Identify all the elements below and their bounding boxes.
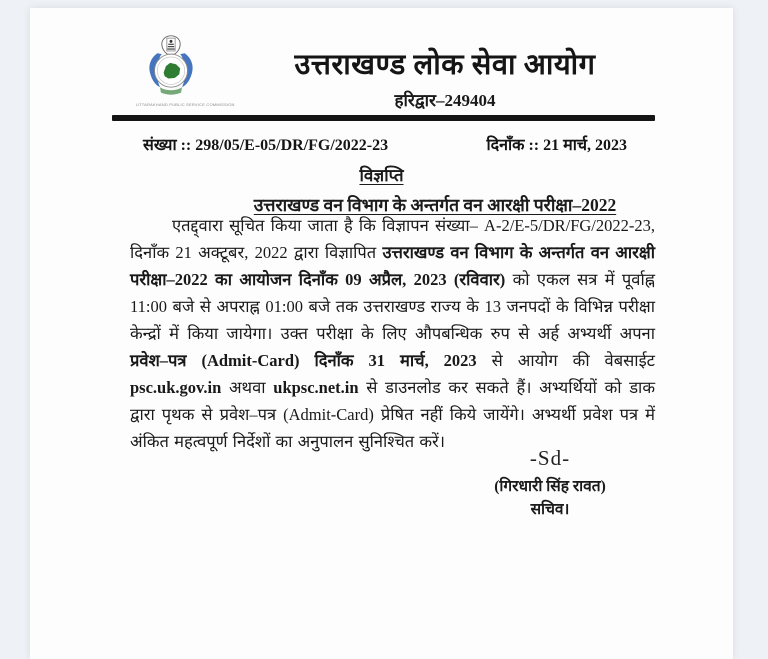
notice-heading (30, 163, 733, 186)
document-paper (30, 8, 733, 659)
header-logo (136, 34, 235, 107)
notice-heading-text: विज्ञप्ति (359, 166, 404, 185)
signature-sd: -Sd- (529, 446, 571, 470)
header-title-block (210, 44, 680, 111)
org-address: हरिद्वार–249404 (394, 91, 496, 110)
meta-row (143, 133, 627, 155)
issue-date: दिनाँक :: 21 मार्च, 2023 (486, 137, 627, 154)
ref-number: संख्या :: 298/05/E-05/DR/FG/2022-23 (143, 137, 389, 154)
notice-subject-text: उत्तराखण्ड वन विभाग के अन्तर्गत वन आरक्षी परीक्षा–2022 (253, 195, 617, 215)
header-divider (112, 115, 655, 121)
logo-caption: UTTARAKHAND PUBLIC SERVICE COMMISSION (136, 102, 235, 107)
notice-body: एतद्द्वारा सूचित किया जाता है कि विज्ञापन संख्या– A-2/E-5/DR/FG/2022-23, दिनाँक 21 अक्टूबर, 2022 द्वारा विज्ञापित उत्तराखण्ड वन विभाग के अन्तर्गत वन आरक्षी परीक्षा–2022 का आयोजन दिनाँक 09 अप्रैल, 2023 (रविवार) को एकल सत्र में पूर्वाह्न 11:00 बजे से अपराह्न 01:00 बजे तक उत्तराखण्ड राज्य के 13 जनपदों के विभिन्न परीक्षा केन्द्रों में किया जायेगा। उक्त परीक्षा के लिए औपबन्धिक रुप से अर्ह अभ्यर्थी अपना प्रवेश–पत्र (Admit-Card) दिनाँक 31 मार्च, 2023 से आयोग की वेबसाईट psc.uk.gov.in अथवा ukpsc.net.in से डाउनलोड कर सकते हैं। अभ्यर्थियों को डाक द्वारा पृथक से प्रवेश–पत्र (Admit-Card) प्रेषित नहीं किये जायेंगे। अभ्यर्थी प्रवेश पत्र में अंकित महत्वपूर्ण निर्देशों का अनुपालन सुनिश्चित करें। (130, 216, 655, 451)
signatory-name: (गिरधारी सिंह रावत) (494, 478, 606, 495)
signatory-designation: सचिव। (530, 501, 570, 518)
ukpsc-emblem-icon (143, 34, 199, 100)
signature-block (445, 446, 655, 519)
org-name: उत्तराखण्ड लोक सेवा आयोग (294, 49, 596, 81)
